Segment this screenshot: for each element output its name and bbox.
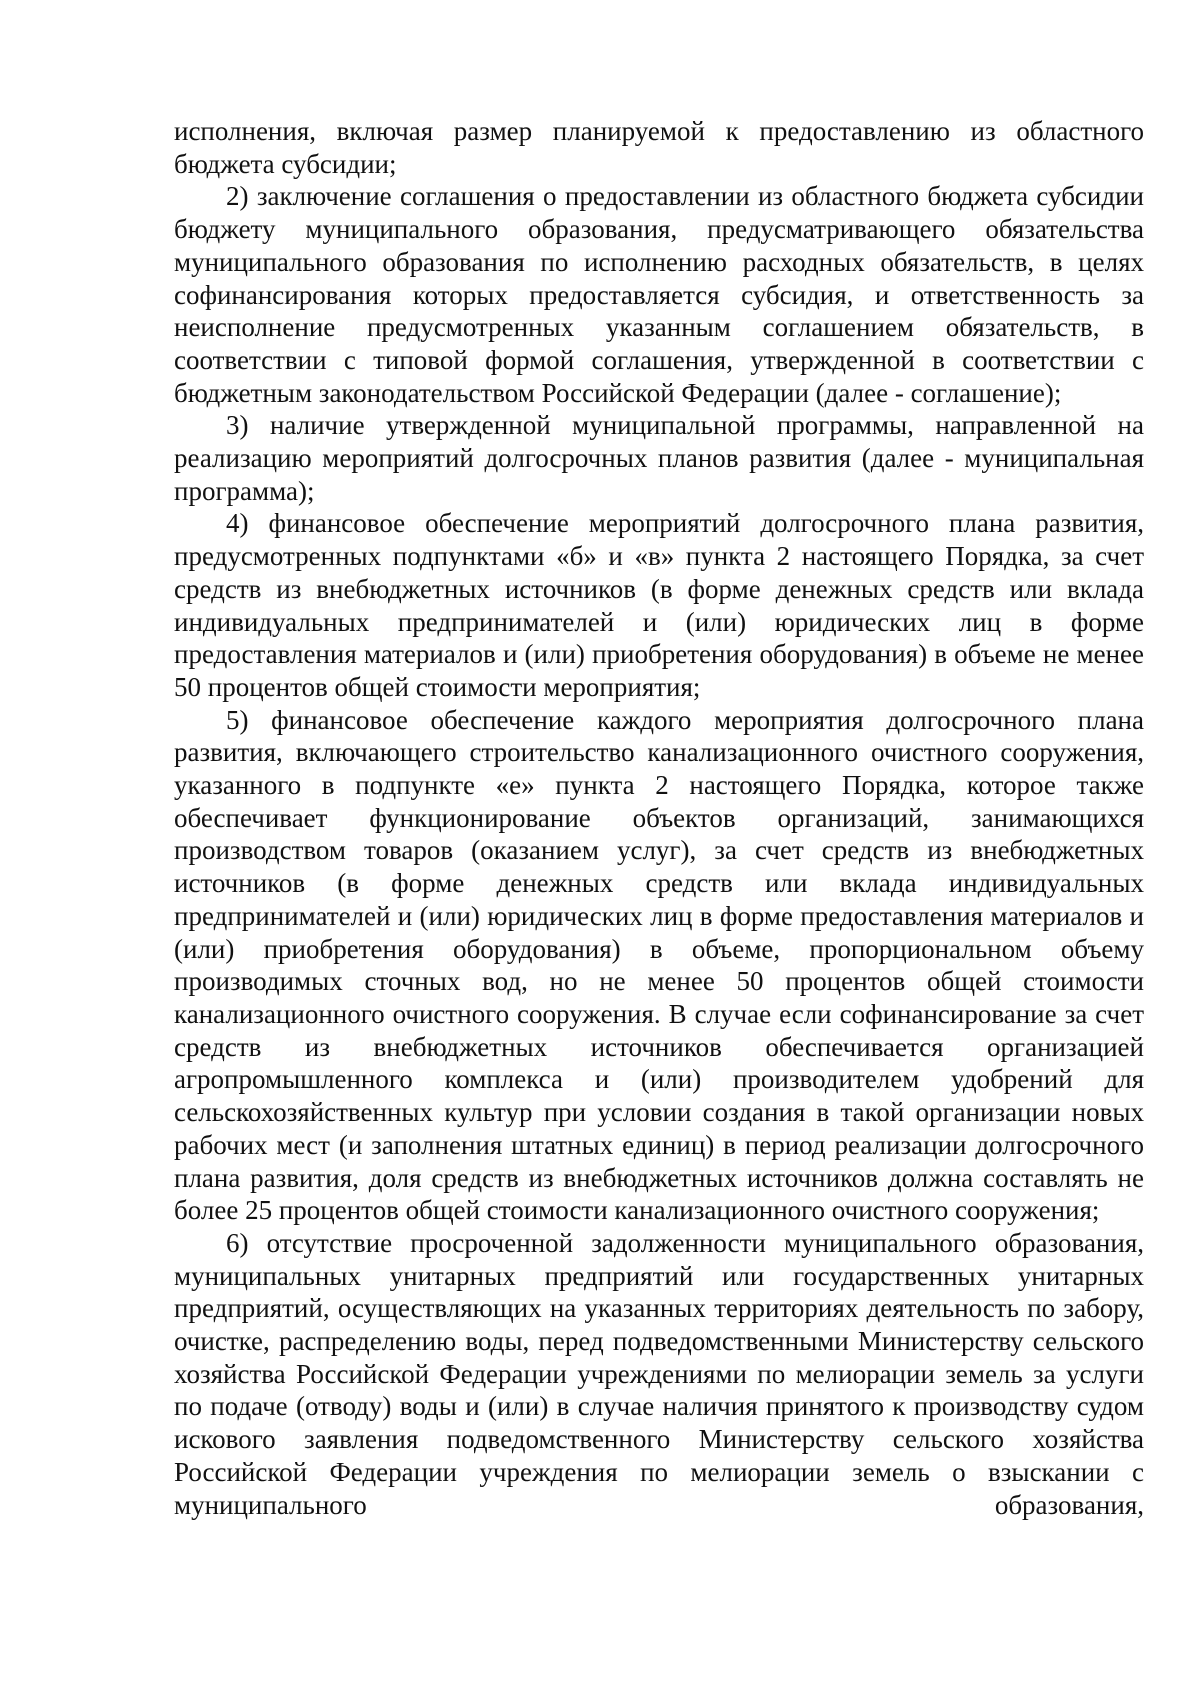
document-body [174,115,1144,1521]
paragraph-item-4: 4) финансовое обеспечение мероприятий долгосрочного плана развития, предусмотренных подпунктами «б» и «в» пункта 2 настоящего Порядка, за счет средств из внебюджетных источников (в форме денежных средств или вклада индивидуальных предпринимателей и (или) юридических лиц в форме предоставления материалов и (или) приобретения оборудования) в объеме не менее 50 процентов общей стоимости мероприятия; [174,508,1144,702]
paragraph-item-5: 5) финансовое обеспечение каждого мероприятия долгосрочного плана развития, включающего строительство канализационного очистного сооружения, указанного в подпункте «е» пункта 2 настоящего Порядка, которое также обеспечивает функционирование объектов организаций, занимающихся производством товаров (оказанием услуг), за счет средств из внебюджетных источников (в форме денежных средств или вклада индивидуальных предпринимателей и (или) юридических лиц в форме предоставления материалов и (или) приобретения оборудования) в объеме, пропорциональном объему производимых сточных вод, но не менее 50 процентов общей стоимости канализационного очистного сооружения. В случае если софинансирование за счет средств из внебюджетных источников обеспечивается организацией агропромышленного комплекса и (или) производителем удобрений для сельскохозяйственных культур при условии создания в такой организации новых рабочих мест (и заполнения штатных единиц) в период реализации долгосрочного плана развития, доля средств из внебюджетных источников должна составлять не более 25 процентов общей стоимости канализационного очистного сооружения; [174,704,1144,1226]
paragraph-continuation: исполнения, включая размер планируемой к предоставлению из областного бюджета субсидии; [174,116,1144,179]
paragraph-item-2: 2) заключение соглашения о предоставлении из областного бюджета субсидии бюджету муниципального образования, предусматривающего обязательства муниципального образования по исполнению расходных обязательств, в целях софинансирования которых предоставляется субсидия, и ответственность за неисполнение предусмотренных указанным соглашением обязательств, в соответствии с типовой формой соглашения, утвержденной в соответствии с бюджетным законодательством Российской Федерации (далее - соглашение); [174,181,1144,408]
paragraph-item-3: 3) наличие утвержденной муниципальной программы, направленной на реализацию мероприятий долгосрочных планов развития (далее - муниципальная программа); [174,410,1144,506]
paragraph-item-6: 6) отсутствие просроченной задолженности муниципального образования, муниципальных унитарных предприятий или государственных унитарных предприятий, осуществляющих на указанных территориях деятельность по забору, очистке, распределению воды, перед подведомственными Министерству сельского хозяйства Российской Федерации учреждениями по мелиорации земель за услуги по подаче (отводу) воды и (или) в случае наличия принятого к производству судом искового заявления подведомственного Министерству сельского хозяйства Российской Федерации учреждения по мелиорации земель о взыскании с муниципального образования, [174,1227,1144,1520]
